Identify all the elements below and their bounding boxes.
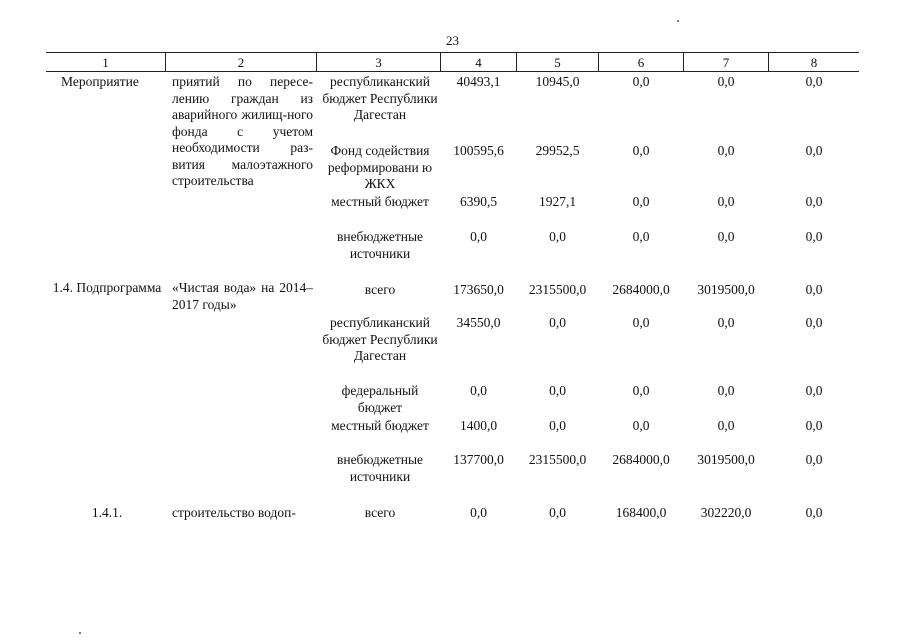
- header-cell: 3: [375, 55, 382, 70]
- value-cell: 1400,0: [459, 418, 498, 433]
- value-cell: 0,0: [549, 315, 566, 330]
- scan-speck: [677, 20, 679, 22]
- funding-source: внебюджетные источники: [336, 229, 424, 261]
- value-cell: 0,0: [805, 282, 823, 297]
- value-cell: 0,0: [632, 143, 650, 158]
- page-number: 23: [446, 33, 459, 48]
- value-cell: 0,0: [805, 143, 823, 158]
- value-cell: 137700,0: [453, 452, 504, 467]
- row-label: Мероприятие: [61, 74, 139, 89]
- value-cell: 0,0: [549, 229, 566, 244]
- value-cell: 0,0: [805, 74, 823, 89]
- value-cell: 6390,5: [459, 194, 498, 209]
- value-cell: 0,0: [717, 74, 735, 89]
- value-cell: 0,0: [549, 505, 566, 520]
- header-cell: 8: [810, 55, 818, 70]
- value-cell: 0,0: [470, 505, 487, 520]
- funding-source: республиканский бюджет Республики Дагестан: [322, 315, 438, 363]
- value-cell: 0,0: [805, 383, 823, 398]
- header-cell: 1: [102, 55, 109, 70]
- funding-source: федеральный бюджет: [341, 383, 419, 415]
- value-cell: 0,0: [549, 383, 566, 398]
- value-cell: 0,0: [805, 315, 823, 330]
- row-description: «Чистая вода» на 2014–2017 годы»: [172, 280, 313, 312]
- header-cell: 6: [637, 55, 645, 70]
- value-cell: 0,0: [805, 418, 823, 433]
- value-cell: 29952,5: [535, 143, 580, 158]
- value-cell: 0,0: [717, 315, 735, 330]
- funding-source: всего: [364, 505, 396, 520]
- value-cell: 0,0: [632, 315, 650, 330]
- value-cell: 3019500,0: [697, 282, 755, 297]
- value-cell: 0,0: [632, 229, 650, 244]
- value-cell: 0,0: [805, 194, 823, 209]
- header-top-rule: [46, 52, 859, 53]
- value-cell: 0,0: [805, 229, 823, 244]
- funding-source: внебюджетные источники: [336, 452, 424, 484]
- row-label: 1.4. Подпрограмма: [52, 280, 162, 295]
- value-cell: 0,0: [632, 383, 650, 398]
- value-cell: 0,0: [717, 194, 735, 209]
- value-cell: 0,0: [470, 383, 487, 398]
- value-cell: 173650,0: [453, 282, 504, 297]
- funding-source: Фонд содействия реформировани ю ЖКХ: [327, 143, 433, 191]
- row-label: 1.4.1.: [91, 505, 123, 520]
- value-cell: 3019500,0: [697, 452, 755, 467]
- scan-speck: [79, 632, 81, 634]
- funding-source: республиканский бюджет Республики Дагестан: [322, 74, 438, 122]
- value-cell: 0,0: [805, 452, 823, 467]
- value-cell: 0,0: [717, 418, 735, 433]
- header-cell: 2: [237, 55, 245, 70]
- header-cell: 5: [554, 55, 561, 70]
- value-cell: 40493,1: [456, 74, 501, 89]
- funding-source: местный бюджет: [331, 418, 429, 433]
- header-bottom-rule: [46, 71, 859, 72]
- value-cell: 168400,0: [615, 505, 667, 520]
- value-cell: 34550,0: [456, 315, 501, 330]
- value-cell: 0,0: [717, 143, 735, 158]
- value-cell: 0,0: [805, 505, 823, 520]
- value-cell: 0,0: [632, 418, 650, 433]
- value-cell: 0,0: [470, 229, 487, 244]
- header-cell: 7: [722, 55, 730, 70]
- funding-source: местный бюджет: [331, 194, 429, 209]
- row-description: приятий по пересе-лению граждан из аварийного жилищ-ного фонда с учетом необходимости раз-вития малоэтажного строительства: [172, 74, 313, 188]
- value-cell: 1927,1: [538, 194, 577, 209]
- value-cell: 2315500,0: [528, 452, 587, 467]
- value-cell: 2315500,0: [528, 282, 587, 297]
- value-cell: 2684000,0: [612, 452, 670, 467]
- value-cell: 0,0: [717, 229, 735, 244]
- value-cell: 0,0: [632, 74, 650, 89]
- row-description: строительство водоп-: [172, 505, 296, 520]
- value-cell: 0,0: [549, 418, 566, 433]
- value-cell: 2684000,0: [612, 282, 670, 297]
- funding-source: всего: [364, 282, 396, 297]
- value-cell: 0,0: [632, 194, 650, 209]
- value-cell: 0,0: [717, 383, 735, 398]
- value-cell: 100595,6: [453, 143, 504, 158]
- value-cell: 302220,0: [700, 505, 752, 520]
- value-cell: 10945,0: [535, 74, 580, 89]
- header-cell: 4: [475, 55, 482, 70]
